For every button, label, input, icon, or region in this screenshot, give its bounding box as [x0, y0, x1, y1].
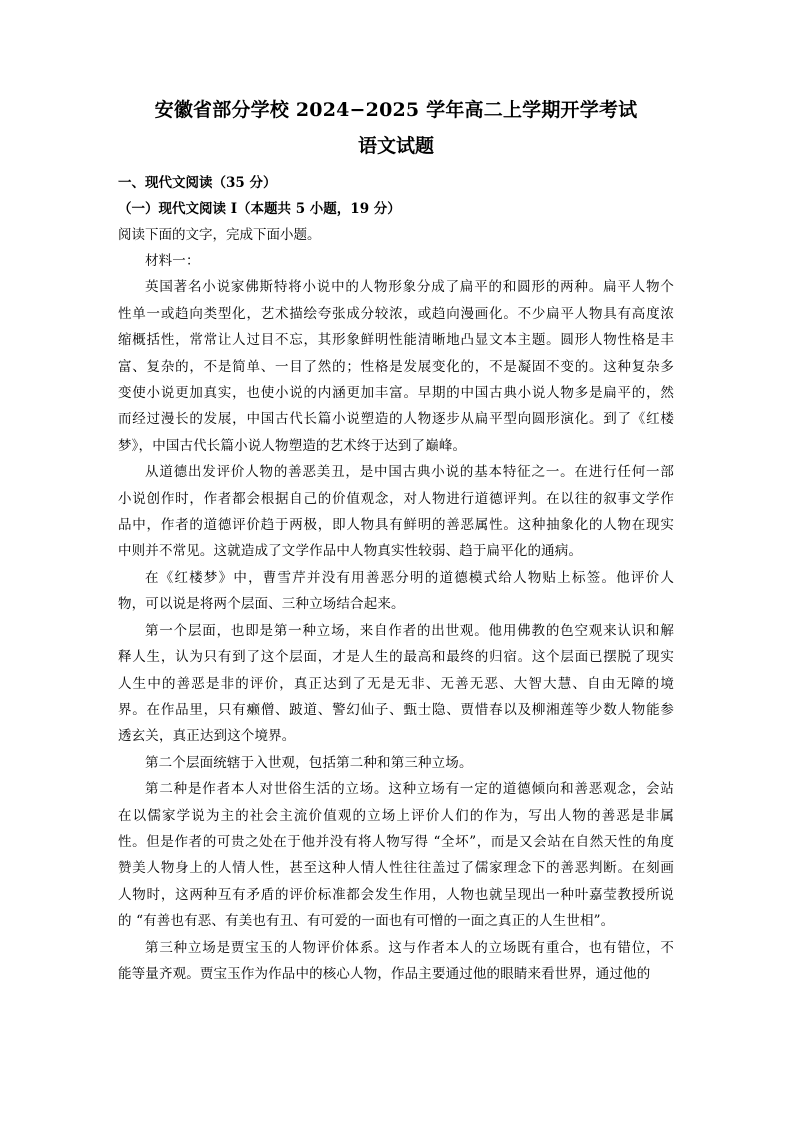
subsection-heading: （一）现代文阅读 I（本题共 5 小题，19 分）	[118, 201, 401, 217]
paragraph-line: 透玄关，真正达到这个境界。	[118, 728, 296, 745]
paragraph-line: 品中，作者的道德评价趋于两极，即人物具有鲜明的善恶属性。这种抽象化的人物在现实	[118, 517, 674, 534]
material-label: 材料一：	[145, 253, 200, 269]
paragraph-line: 富、复杂的，不是简单、一目了然的；性格是发展变化的，不是凝固不变的。这种复杂多	[118, 358, 674, 375]
paragraph-line: 在《红楼梦》中，曹雪芹并没有用善恶分明的道德模式给人物贴上标签。他评价人	[145, 569, 674, 586]
body-paragraph	[118, 618, 674, 750]
paragraph-line: 物，可以说是将两个层面、三种立场结合起来。	[118, 596, 405, 613]
paragraph-line: 梦》，中国古代长篇小说人物塑造的艺术终于达到了巅峰。	[118, 437, 467, 454]
paragraph-line: 从道德出发评价人物的善恶美丑，是中国古典小说的基本特征之一。在进行任何一部	[145, 464, 674, 481]
document-page	[118, 96, 674, 987]
paragraph-line: 人物时，这两种互有矛盾的评价标准都会发生作用，人物也就呈现出一种叶嘉莹教授所说	[118, 886, 674, 903]
paragraph-line: 的 “有善也有恶、有美也有丑、有可爱的一面也有可憎的一面之真正的人生世相”。	[118, 913, 615, 930]
paragraph-line: 在以儒家学说为主的社会主流价值观的立场上评价人们的作为，写出人物的善恶是非属	[118, 807, 674, 824]
paragraph-line: 英国著名小说家佛斯特将小说中的人物形象分成了扁平的和圆形的两种。扁平人物个	[145, 279, 674, 296]
paragraph-line: 而经过漫长的发展，中国古代长篇小说塑造的人物逐步从扁平型向圆形演化。到了《红楼	[118, 411, 674, 428]
paragraph-line: 第二种是作者本人对世俗生活的立场。这种立场有一定的道德倾向和善恶观念，会站	[145, 781, 674, 798]
paragraph-line: 赞美人物身上的人情人性，甚至这种人情人性往往盖过了儒家理念下的善恶判断。在刻画	[118, 860, 674, 877]
paragraph-line: 界。在作品里，只有癞僧、跛道、警幻仙子、甄士隐、贾惜春以及柳湘莲等少数人物能参	[118, 701, 674, 718]
paragraph-line: 小说创作时，作者都会根据自己的价值观念，对人物进行道德评判。在以往的叙事文学作	[118, 490, 674, 507]
paragraph-line: 第一个层面，也即是第一种立场，来自作者的出世观。他用佛教的色空观来认识和解	[145, 622, 674, 639]
section-heading: 一、现代文阅读（35 分）	[118, 175, 277, 191]
paragraph-line: 缩概括性，常常让人过目不忘，其形象鲜明性能清晰地凸显文本主题。圆形人物性格是丰	[118, 332, 674, 349]
reading-passage	[118, 274, 674, 987]
paragraph-line: 能等量齐观。贾宝玉作为作品中的核心人物，作品主要通过他的眼睛来看世界，通过他的	[118, 965, 651, 982]
paragraph-line: 性。但是作者的可贵之处在于他并没有将人物写得 “全坏”，而是又会站在自然天性的角度	[118, 833, 674, 850]
body-paragraph	[118, 776, 674, 934]
body-paragraph	[118, 459, 674, 565]
body-paragraph	[118, 565, 674, 618]
paragraph-line: 第二个层面统辖于入世观，包括第二种和第三种立场。	[145, 754, 473, 771]
instruction-text: 阅读下面的文字，完成下面小题。	[118, 227, 321, 243]
body-paragraph	[118, 935, 674, 988]
paragraph-line: 性单一或趋向类型化，艺术描绘夸张成分较浓，或趋向漫画化。不少扁平人物具有高度浓	[118, 305, 674, 322]
document-subtitle: 语文试题	[357, 135, 434, 157]
body-paragraph	[118, 274, 674, 459]
paragraph-line: 人生中的善恶是非的评价，真正达到了无是无非、无善无恶、大智大慧、自由无障的境	[118, 675, 674, 692]
paragraph-line: 释人生，认为只有到了这个层面，才是人生的最高和最终的归宿。这个层面已摆脱了现实	[118, 649, 674, 666]
paragraph-line: 第三种立场是贾宝玉的人物评价体系。这与作者本人的立场既有重合，也有错位，不	[145, 939, 674, 956]
paragraph-line: 中则并不常见。这就造成了文学作品中人物真实性较弱、趋于扁平化的通病。	[118, 543, 583, 560]
document-title: 安徽省部分学校 2024−2025 学年高二上学期开学考试	[154, 99, 638, 121]
body-paragraph	[118, 750, 674, 776]
paragraph-line: 变使小说更加真实，也使小说的内涵更加丰富。早期的中国古典小说人物多是扁平的，然	[118, 385, 674, 402]
